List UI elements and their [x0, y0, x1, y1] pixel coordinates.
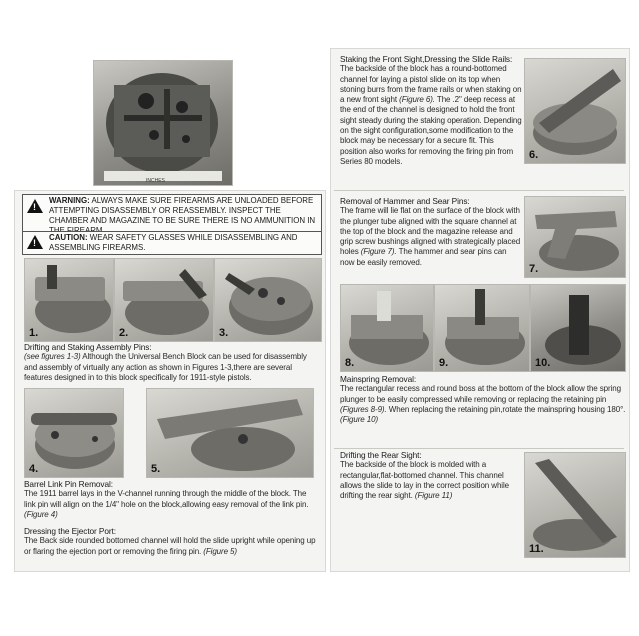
ejector-body-wrap: [24, 536, 320, 557]
hammer-body-wrap: [340, 206, 522, 268]
hammer-section: [340, 196, 522, 268]
warning-body: ALWAYS MAKE SURE FIREARMS ARE UNLOADED BEFORE ATTEMPTING DISASSEMBLY OR REASSEMBLY. INSPECT THE CHAMBER AND MAGAZINE TO BE SURE THERE IS NO AMMUNITION IN: [49, 196, 316, 225]
figure-1-photo: [24, 258, 114, 342]
mainspring-section: [340, 374, 626, 425]
figure-1-number: 1.: [29, 327, 39, 339]
figure-9-number: 9.: [439, 357, 449, 369]
hammer-body-2: The hammer and sear pins can now be easily removed.: [340, 247, 507, 267]
figure-4-number: 4.: [29, 463, 39, 475]
mainspring-body-1: The rectangular recess and round boss at the bottom of the block allow the spring plunger to be easily compressed while removing or replacing the retaining pin: [340, 384, 621, 404]
staking-title: Staking the Front Sight,Dressing the Slide Rails:: [340, 54, 513, 64]
rear-sight-title: Drifting the Rear Sight:: [340, 450, 422, 460]
ejector-title: Dressing the Ejector Port:: [24, 526, 116, 536]
hammer-ref: (Figure 7).: [360, 247, 397, 257]
figure-10-photo: [530, 284, 626, 372]
mainspring-title: Mainspring Removal:: [340, 374, 417, 384]
staking-section: [340, 54, 522, 167]
warning-triangle-icon: !: [27, 199, 43, 213]
figure-11-photo: [524, 452, 626, 558]
staking-body-wrap: [340, 64, 522, 167]
drifting-body-wrap: [24, 352, 320, 383]
figure-8-number: 8.: [345, 357, 355, 369]
barrel-body: The 1911 barrel lays in the V-channel running through the middle of the block. The link pin will align on the 1/4" hole on the block,allowing easy removal of the link pin.: [24, 489, 309, 509]
figure-5-photo: [146, 388, 314, 478]
figure-9-photo: [434, 284, 530, 372]
caution-label: CAUTION:: [49, 233, 88, 242]
mainspring-ref-1: (Figures 8-9).: [340, 404, 387, 414]
staking-body-1: The backside of the block has a round-bottomed channel for laying a pistol slide on its top when stoning burrs from the frame rails or when staking on a new front sight: [340, 64, 522, 105]
ejector-ref: (Figure 5): [203, 546, 237, 556]
figure-2-number: 2.: [119, 327, 129, 339]
figure-7-photo: [524, 196, 626, 278]
barrel-ref: (Figure 4): [24, 509, 58, 519]
barrel-section: [24, 479, 320, 520]
staking-ref: (Figure 6).: [399, 95, 435, 105]
hammer-body-1: The frame will lie flat on the surface of the block with the plunger tube aligned with the square channel at the top of the block and the magazine release and grip screw bushings aligned with strategically placed holes: [340, 206, 521, 257]
caution-triangle-icon: !: [27, 235, 43, 249]
hammer-title: Removal of Hammer and Sear Pins:: [340, 196, 470, 206]
figure-11-number: 11.: [529, 543, 544, 555]
barrel-body-wrap: [24, 489, 320, 520]
drifting-body: Although the Universal Bench Block can be used for disassembly and assembly of virtually any action as shown in Figures 1-3,there are several features designed in to this block specifically for 1911-style pistols.: [24, 352, 307, 382]
figure-2-photo: [114, 258, 214, 342]
rear-sight-body: The backside of the block is molded with a rectangular,flat-bottomed channel. This channel allows the slide to lay in the correct position while drifting the rear sight.: [340, 460, 510, 501]
mainspring-body-wrap: [340, 384, 626, 425]
caution-box: [22, 231, 322, 255]
figure-7-number: 7.: [529, 263, 539, 275]
warning-text: [49, 196, 317, 236]
caution-body: WEAR SAFETY GLASSES WHILE DISASSEMBLING AND ASSEMBLING FIREARMS.: [49, 233, 298, 252]
figure-6-number: 6.: [529, 149, 539, 161]
figure-10-number: 10.: [535, 357, 551, 369]
ejector-section: [24, 526, 320, 557]
drifting-ref: (see figures 1-3): [24, 352, 81, 362]
barrel-title: Barrel Link Pin Removal:: [24, 479, 113, 489]
figure-3-photo: [214, 258, 322, 342]
drifting-section: [24, 342, 320, 383]
rear-sight-body-wrap: [340, 460, 522, 501]
right-divider-2: [334, 448, 624, 449]
warning-label: WARNING:: [49, 196, 90, 205]
figure-3-number: 3.: [219, 327, 229, 339]
figure-5-number: 5.: [151, 463, 161, 475]
warning-box: [22, 194, 322, 232]
figure-8-photo: [340, 284, 434, 372]
caution-text: [49, 233, 317, 253]
product-photo: [93, 60, 233, 186]
right-divider-1: [334, 190, 624, 191]
ruler-label: INCHES: [146, 178, 165, 184]
mainspring-ref-2: (Figure 10): [340, 415, 379, 425]
ejector-body: The Back side rounded bottomed channel will hold the slide upright while opening up or flaring the ejection port or removing the firing pin.: [24, 536, 316, 556]
figure-6-photo: [524, 58, 626, 164]
staking-body-2: The .2" deep recess at the end of the channel is designed to hold the front sight steady during the staking operation. Depending on the sight configuration,some modification to the block may be necessary for a secure fit. This position also works for removing the firing pin from Series 80 models.: [340, 95, 522, 166]
mainspring-body-2: When replacing the retaining pin,rotate the mainspring housing 180°.: [388, 404, 626, 414]
drifting-title: Drifting and Staking Assembly Pins:: [24, 342, 152, 352]
rear-sight-section: [340, 450, 522, 501]
rear-sight-ref: (Figure 11): [414, 491, 453, 501]
figure-4-photo: [24, 388, 124, 478]
